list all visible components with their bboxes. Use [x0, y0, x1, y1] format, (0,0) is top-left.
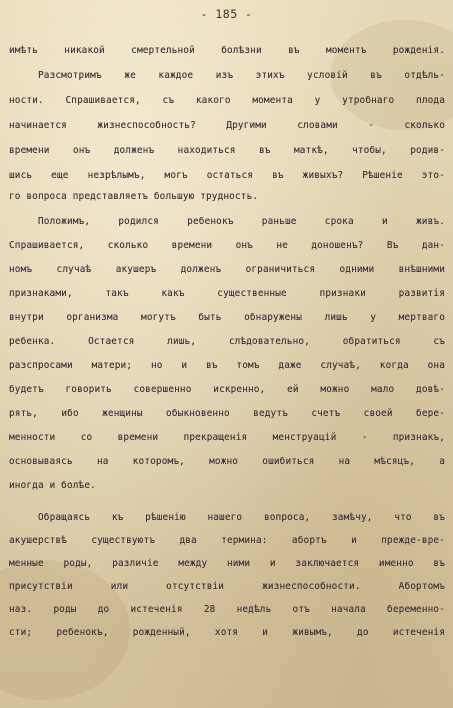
text-line: присутствіи или отсутствіи жизнеспособности. Абортомъ — [9, 581, 445, 592]
text-line: сти; ребенокъ, рожденный, хотя и живымъ, до истеченія — [9, 627, 445, 638]
text-line: шись еще незрѣлымъ, могъ остаться въ живыхъ? Рѣшеніе это- — [9, 170, 445, 181]
text-line: Обращаясь къ рѣшенію нашего вопроса, замѣчу, что въ — [38, 512, 445, 523]
text-line: номъ случаѣ акушеръ долженъ ограничиться одними внѣшними — [9, 264, 445, 275]
text-line: признаками, такъ какъ существенные признаки развитія — [9, 288, 445, 299]
text-line: менности со времени прекращенія менструацій - признакъ, — [9, 432, 445, 443]
text-line: акушерствѣ существуютъ два термина: абортъ и прежде-вре- — [9, 535, 445, 546]
text-line: Спрашивается, сколько времени онъ не доношенъ? Въ дан- — [9, 240, 445, 251]
text-line: иногда и болѣе. — [9, 480, 96, 491]
text-line: начинается жизнеспособность? Другими словами - сколько — [9, 120, 445, 131]
text-line: менные роды, различіе между ними и заключается именно въ — [9, 558, 445, 569]
text-line: ности. Спрашивается, съ какого момента у утробнаго плода — [9, 95, 445, 106]
text-line: разспросами матери; но и въ томъ даже случаѣ, когда она — [9, 360, 445, 371]
text-line: внутри организма могутъ быть обнаружены лишь у мертваго — [9, 312, 445, 323]
text-line: ребенка. Остается лишь, слѣдовательно, обратиться съ — [9, 336, 445, 347]
text-line: имѣть никакой смертельной болѣзни въ моментъ рожденія. — [9, 45, 445, 56]
text-line: основываясь на которомъ, можно ошибиться на мѣсяцъ, а — [9, 456, 445, 467]
page-number: - 185 - — [200, 7, 253, 21]
text-line: го вопроса представляетъ большую трудность. — [9, 191, 259, 202]
text-line: будетъ говорить совершенно искренно, ей можно мало довѣ- — [9, 384, 445, 395]
text-line: времени онъ долженъ находиться въ маткѣ, чтобы, родив- — [9, 145, 445, 156]
text-line: наз. роды до истеченія 28 недѣль отъ начала беременно- — [9, 604, 445, 615]
text-line: рять, ибо женщины обыкновенно ведутъ счетъ своей бере- — [9, 408, 445, 419]
text-line: Положимъ, родился ребенокъ раньше срока и живъ. — [38, 216, 445, 227]
text-line: Разсмотримъ же каждое изъ этихъ условій въ отдѣль- — [38, 70, 445, 81]
